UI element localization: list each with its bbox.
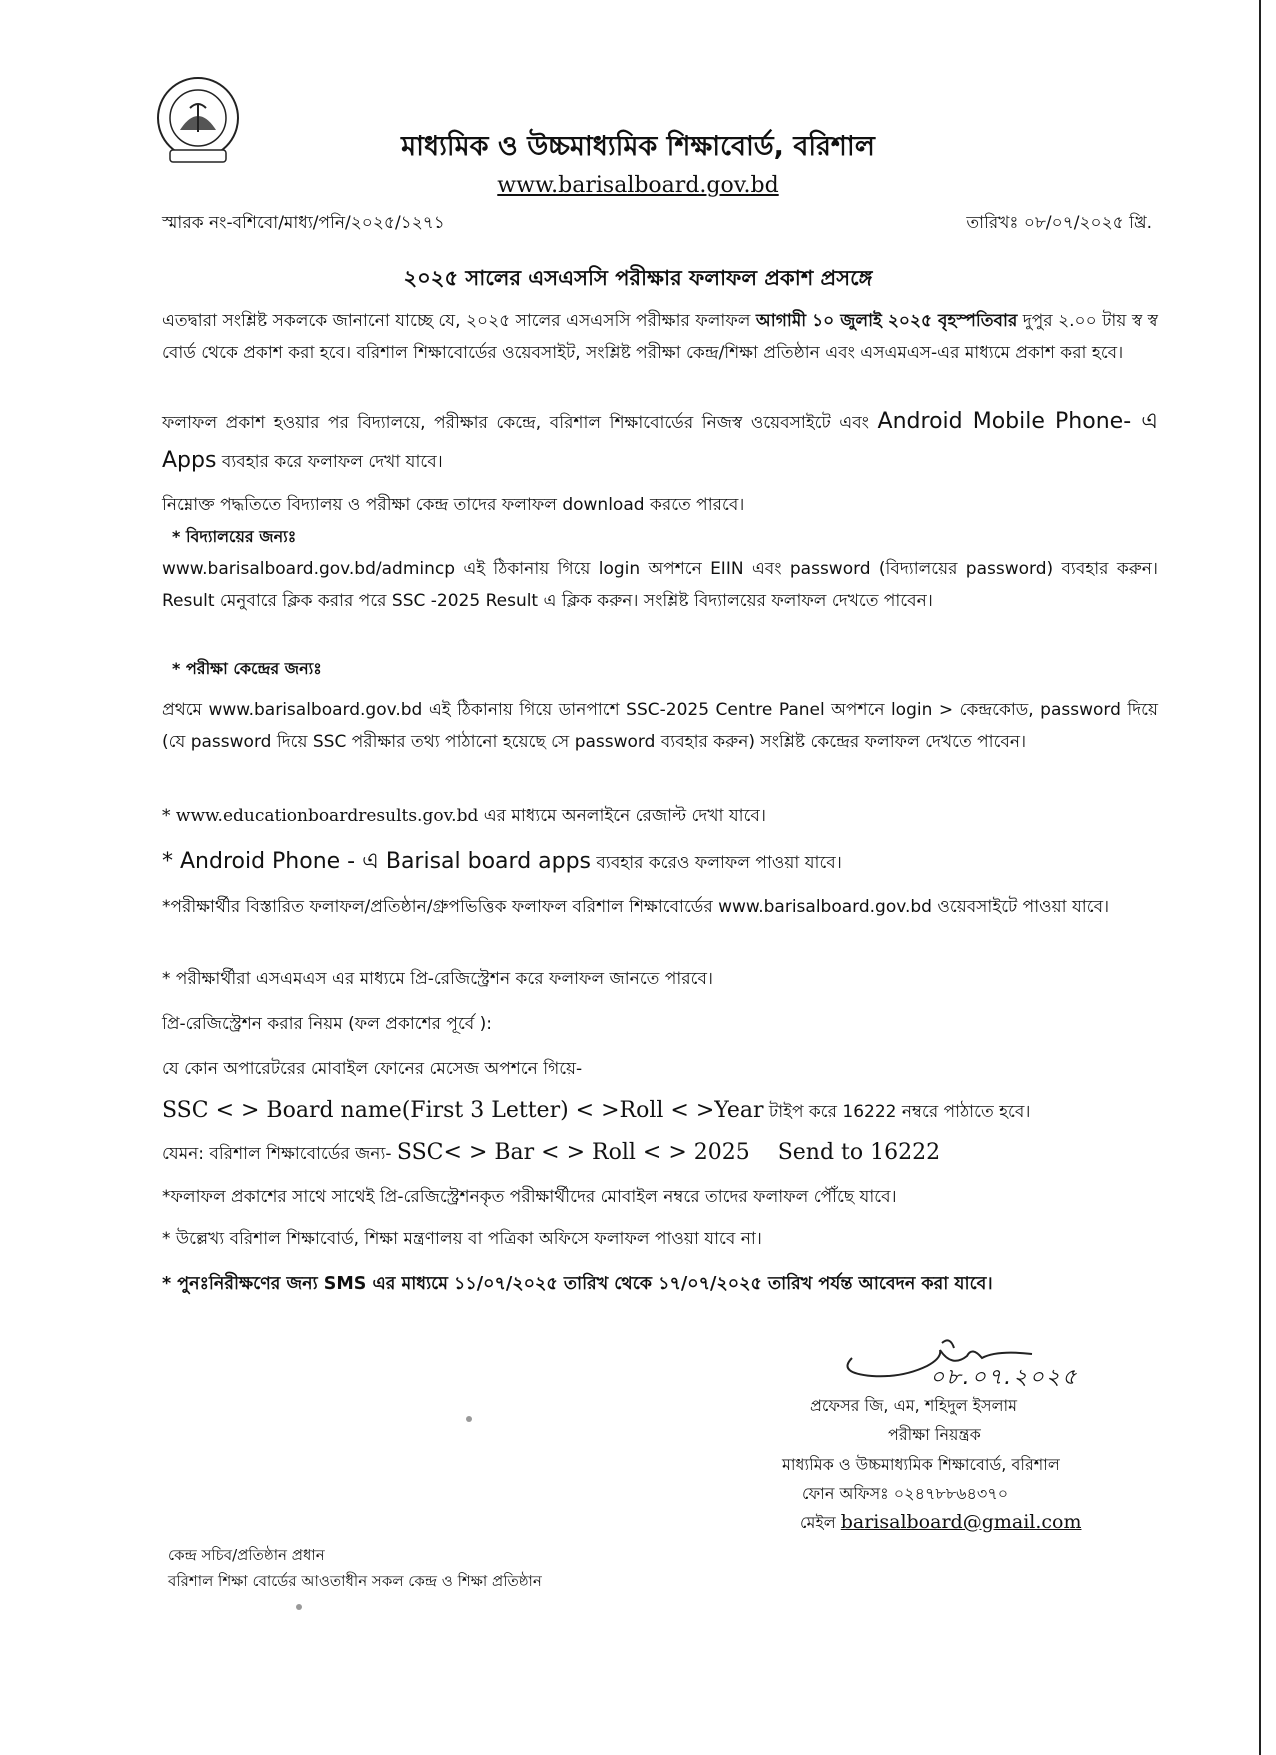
school-heading: * বিদ্যালয়ের জন্যঃ — [172, 527, 297, 546]
school-instructions: www.barisalboard.gov.bd/admincp এই ঠিকানায় গিয়ে login অপশনে EIIN এবং password (বিদ্যালয়ের password) ব্যবহার করুন। Result মেনুবারে ক্লিক করার পরে SSC -2025 Result এ ক্লিক করুন। সংশ্লিষ্ট বিদ্যালয়ের ফলাফল দেখতে পাবেন। — [162, 559, 1158, 611]
bullet-sms-preregistration: * পরীক্ষার্থীরা এসএমএস এর মাধ্যমে প্রি-রেজিস্ট্রেশন করে ফলাফল জানতে পারবে। — [162, 969, 714, 989]
scan-speck — [466, 1416, 472, 1422]
sms-format-code: SSC < > Board name(First 3 Letter) < >Roll < >Year — [162, 1098, 764, 1123]
bullet-android-apps — [162, 844, 842, 881]
memo-number: স্মারক নং-বশিবো/মাধ্য/পনি/২০২৫/১২৭১ — [162, 213, 445, 233]
p1-text-a: এতদ্বারা সংশ্লিষ্ট সকলকে জানানো যাচ্ছে যে, ২০২৫ সালের এসএসসি পরীক্ষার ফলাফল — [162, 311, 756, 331]
board-website-link[interactable]: www.barisalboard.gov.bd — [497, 173, 779, 198]
bullet-detailed-results: *পরীক্ষার্থীর বিস্তারিত ফলাফল/প্রতিষ্ঠান/গ্রুপভিত্তিক ফলাফল বরিশাল শিক্ষাবোর্ডের www.barisalboard.gov.bd ওয়েবসাইটে পাওয়া যাবে। — [162, 897, 1110, 917]
p1-date-bold: আগামী ১০ জুলাই ২০২৫ বৃহস্পতিবার — [755, 311, 1018, 331]
office-mail — [800, 1510, 1082, 1537]
signature-date: ০৮.০৭.২০২৫ — [930, 1365, 1079, 1390]
centre-heading: * পরীক্ষা কেন্দ্রের জন্যঃ — [172, 659, 322, 678]
preregistration-rule: প্রি-রেজিস্ট্রেশন করার নিয়ম (ফল প্রকাশের পূর্বে ): — [162, 1014, 493, 1034]
sms-example-label: যেমন: বরিশাল শিক্ষাবোর্ডের জন্য- — [162, 1144, 397, 1164]
controller-office: মাধ্যমিক ও উচ্চমাধ্যমিক শিক্ষাবোর্ড, বরিশাল — [782, 1455, 1060, 1474]
b1-url[interactable]: * www.educationboardresults.gov.bd — [162, 806, 479, 826]
paragraph-result-publish — [162, 305, 1158, 369]
b2-text: ব্যবহার করেও ফলাফল পাওয়া যাবে। — [591, 853, 842, 873]
recipient-line-1: কেন্দ্র সচিব/প্রতিষ্ঠান প্রধান — [168, 1546, 325, 1564]
notice-date: তারিখঃ ০৮/০৭/২০২৫ খ্রি. — [966, 213, 1152, 233]
p2-text-c: ব্যবহার করে ফলাফল দেখা যাবে। — [216, 452, 443, 472]
controller-designation: পরীক্ষা নিয়ন্ত্রক — [888, 1425, 981, 1444]
sms-example — [162, 1140, 940, 1169]
mail-address-link[interactable]: barisalboard@gmail.com — [840, 1511, 1082, 1533]
bullet-auto-delivery: *ফলাফল প্রকাশের সাথে সাথেই প্রি-রেজিস্ট্রেশনকৃত পরীক্ষার্থীদের মোবাইল নম্বরে তাদের ফলাফল পৌঁছে যাবে। — [162, 1187, 897, 1207]
sms-example-code: SSC< > Bar < > Roll < > 2025 Send to 16222 — [396, 1140, 941, 1165]
b1-text: এর মাধ্যমে অনলাইনে রেজাল্ট দেখা যাবে। — [478, 806, 766, 826]
centre-instructions: প্রথমে www.barisalboard.gov.bd এই ঠিকানায় গিয়ে ডানপাশে SSC-2025 Centre Panel অপশনে login > কেন্দ্রকোড, password দিয়ে (যে password দিয়ে SSC পরীক্ষার তথ্য পাঠানো হয়েছে সে password ব্যবহার করুন) সংশ্লিষ্ট কেন্দ্রের ফলাফল দেখতে পাবেন। — [162, 700, 1158, 752]
p2-text-a: ফলাফল প্রকাশ হওয়ার পর বিদ্যালয়ে, পরীক্ষার কেন্দ্রে, বরিশাল শিক্ষাবোর্ডের নিজস্ব ওয়েবসাইটে এবং — [162, 413, 878, 433]
p1-text-c: দুপুর ২.০০ টায় স্ব স্ব বোর্ড থেকে প্রকাশ করা হবে। বরিশাল শিক্ষাবোর্ডের ওয়েবসাইট, সংশ্লিষ্ট পরীক্ষা কেন্দ্র/শিক্ষা প্রতিষ্ঠান এবং এসএমএস-এর মাধ্যমে প্রকাশ করা হবে। — [162, 311, 1158, 363]
bullet-not-available: * উল্লেখ্য বরিশাল শিক্ষাবোর্ড, শিক্ষা মন্ত্রণালয় বা পত্রিকা অফিসে ফলাফল পাওয়া যাবে না। — [162, 1229, 762, 1249]
recipient-line-2: বরিশাল শিক্ষা বোর্ডের আওতাধীন সকল কেন্দ্র ও শিক্ষা প্রতিষ্ঠান — [168, 1572, 542, 1590]
notice-subject: ২০২৫ সালের এসএসসি পরীক্ষার ফলাফল প্রকাশ প্রসঙ্গে — [403, 266, 873, 290]
operator-instruction: যে কোন অপারেটরের মোবাইল ফোনের মেসেজ অপশনে গিয়ে- — [162, 1059, 583, 1079]
scan-speck — [296, 1604, 302, 1610]
download-instruction: নিম্নোক্ত পদ্ধতিতে বিদ্যালয় ও পরীক্ষা কেন্দ্র তাদের ফলাফল download করতে পারবে। — [162, 495, 745, 515]
bullet-rescrutiny: * পুনঃনিরীক্ষণের জন্য SMS এর মাধ্যমে ১১/০৭/২০২৫ তারিখ থেকে ১৭/০৭/২০২৫ তারিখ পর্যন্ত আবেদন করা যাবে। — [162, 1274, 993, 1294]
controller-name: প্রফেসর জি, এম, শহিদুল ইসলাম — [810, 1396, 1018, 1415]
board-name: মাধ্যমিক ও উচ্চমাধ্যমিক শিক্ষাবোর্ড, বরিশাল — [401, 131, 875, 162]
b2-apps: * Android Phone - এ Barisal board apps — [162, 849, 592, 874]
sms-format-text: টাইপ করে 16222 নম্বরে পাঠাতে হবে। — [763, 1102, 1031, 1122]
office-phone: ফোন অফিসঃ ০২৪৭৮৮৬৪৩৭০ — [802, 1484, 1009, 1503]
bullet-education-board-results — [162, 803, 766, 831]
sms-format — [162, 1098, 1030, 1127]
mail-label: মেইল — [800, 1513, 841, 1532]
p2-apps: Android Mobile Phone- এ Apps — [162, 409, 1158, 473]
paragraph-where-to-see — [162, 403, 1158, 481]
